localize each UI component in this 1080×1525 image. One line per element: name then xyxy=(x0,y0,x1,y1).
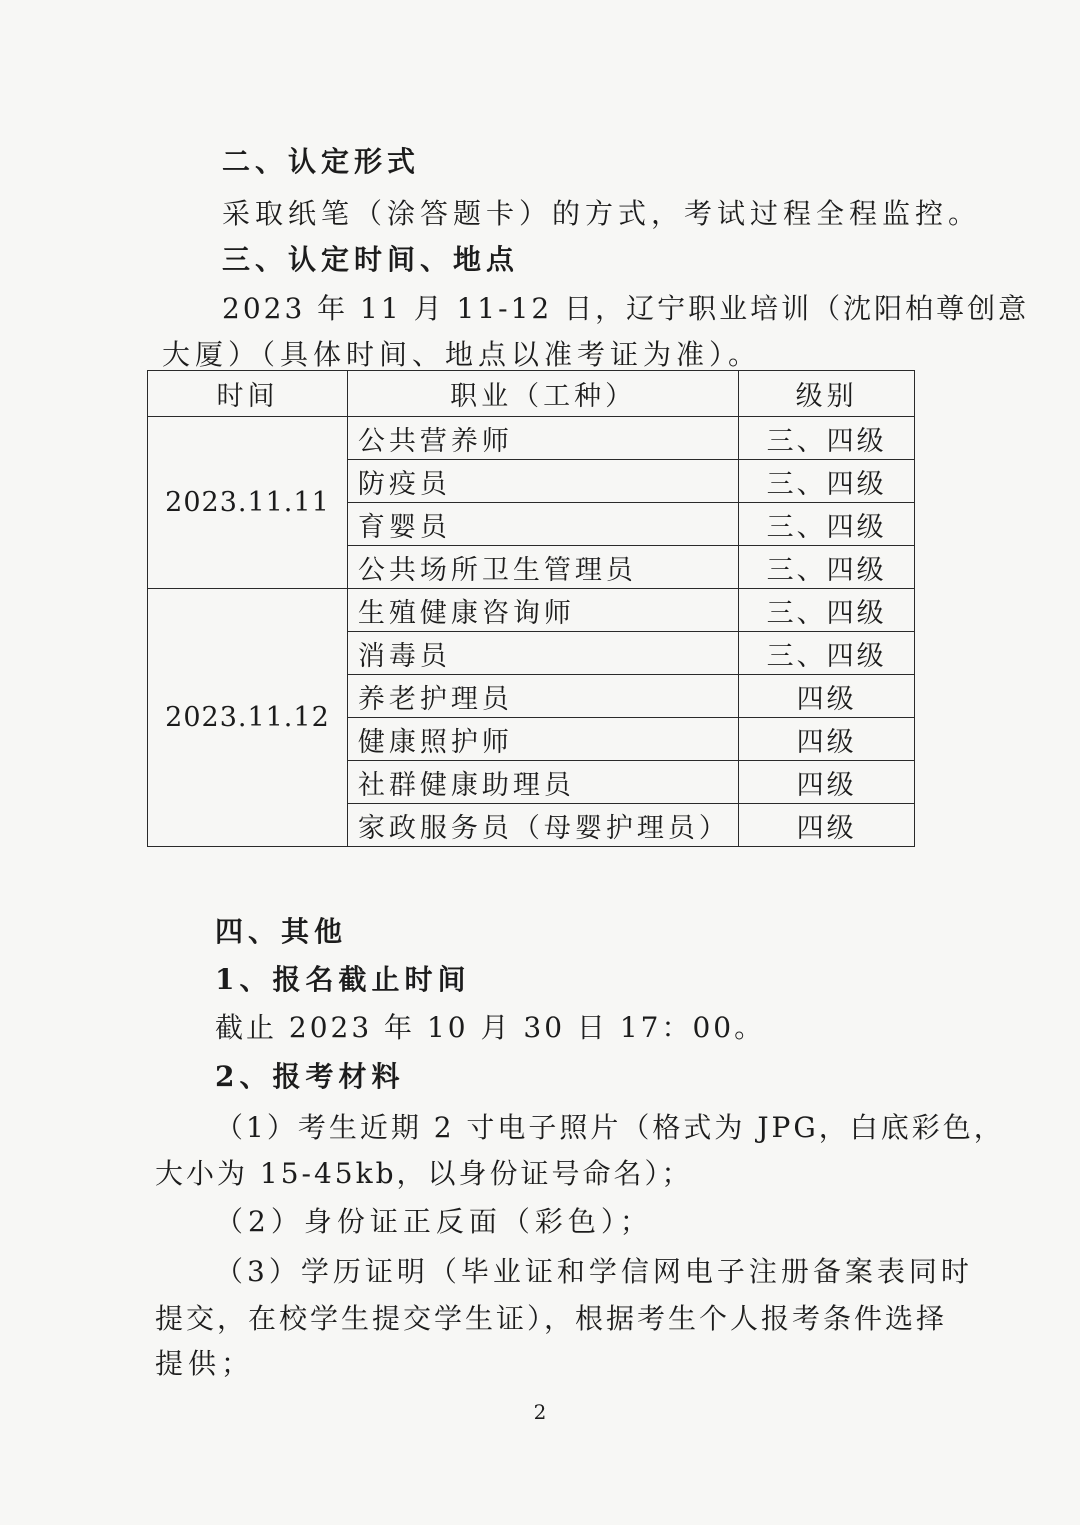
level-cell: 四级 xyxy=(739,675,915,718)
table-row xyxy=(148,589,915,632)
level-cell: 四级 xyxy=(739,718,915,761)
sub2-item2: （2）身份证正反面（彩色）； xyxy=(215,1205,653,1238)
header-job: 职业（工种） xyxy=(347,371,738,417)
page-number: 2 xyxy=(533,1400,547,1424)
job-cell: 家政服务员（母婴护理员） xyxy=(347,804,738,847)
table-header-row xyxy=(148,371,915,417)
header-date: 时间 xyxy=(148,371,348,417)
level-cell: 四级 xyxy=(739,804,915,847)
sub2-item1-line1: （1）考生近期 2 寸电子照片（格式为 JPG，白底彩色， xyxy=(215,1111,1005,1144)
sub1-heading: 1、报名截止时间 xyxy=(215,963,471,996)
table-row xyxy=(148,417,915,460)
sub2-item3-line3: 提供； xyxy=(155,1347,255,1380)
level-cell: 四级 xyxy=(739,761,915,804)
job-cell: 生殖健康咨询师 xyxy=(347,589,738,632)
sub2-item1-line2: 大小为 15-45kb，以身份证号命名）； xyxy=(155,1157,693,1190)
sub1-text: 截止 2023 年 10 月 30 日 17：00。 xyxy=(215,1011,766,1044)
level-cell: 三、四级 xyxy=(739,546,915,589)
section-2-heading: 二、认定形式 xyxy=(222,145,421,178)
section-4-heading: 四、其他 xyxy=(215,915,348,948)
section-2-text: 采取纸笔（涂答题卡）的方式，考试过程全程监控。 xyxy=(222,197,982,230)
job-cell: 防疫员 xyxy=(347,460,738,503)
section-3-text-line1: 2023 年 11 月 11-12 日，辽宁职业培训（沈阳柏尊创意 xyxy=(222,292,1030,325)
job-cell: 健康照护师 xyxy=(347,718,738,761)
level-cell: 三、四级 xyxy=(739,503,915,546)
level-cell: 三、四级 xyxy=(739,589,915,632)
group-date: 2023.11.12 xyxy=(148,589,348,847)
job-cell: 育婴员 xyxy=(347,503,738,546)
job-cell: 公共营养师 xyxy=(347,417,738,460)
level-cell: 三、四级 xyxy=(739,460,915,503)
job-cell: 消毒员 xyxy=(347,632,738,675)
level-cell: 三、四级 xyxy=(739,417,915,460)
sub2-item3-line1: （3）学历证明（毕业证和学信网电子注册备案表同时 xyxy=(215,1255,973,1288)
sub2-item3-line2: 提交，在校学生提交学生证），根据考生个人报考条件选择 xyxy=(155,1302,948,1335)
level-cell: 三、四级 xyxy=(739,632,915,675)
section-3-text-line2: 大厦）（具体时间、地点以准考证为准）。 xyxy=(162,338,762,371)
job-cell: 养老护理员 xyxy=(347,675,738,718)
job-cell: 社群健康助理员 xyxy=(347,761,738,804)
schedule-table xyxy=(147,370,915,847)
header-level: 级别 xyxy=(739,371,915,417)
group-date: 2023.11.11 xyxy=(148,417,348,589)
sub2-heading: 2、报考材料 xyxy=(215,1060,405,1093)
section-3-heading: 三、认定时间、地点 xyxy=(222,243,520,276)
job-cell: 公共场所卫生管理员 xyxy=(347,546,738,589)
